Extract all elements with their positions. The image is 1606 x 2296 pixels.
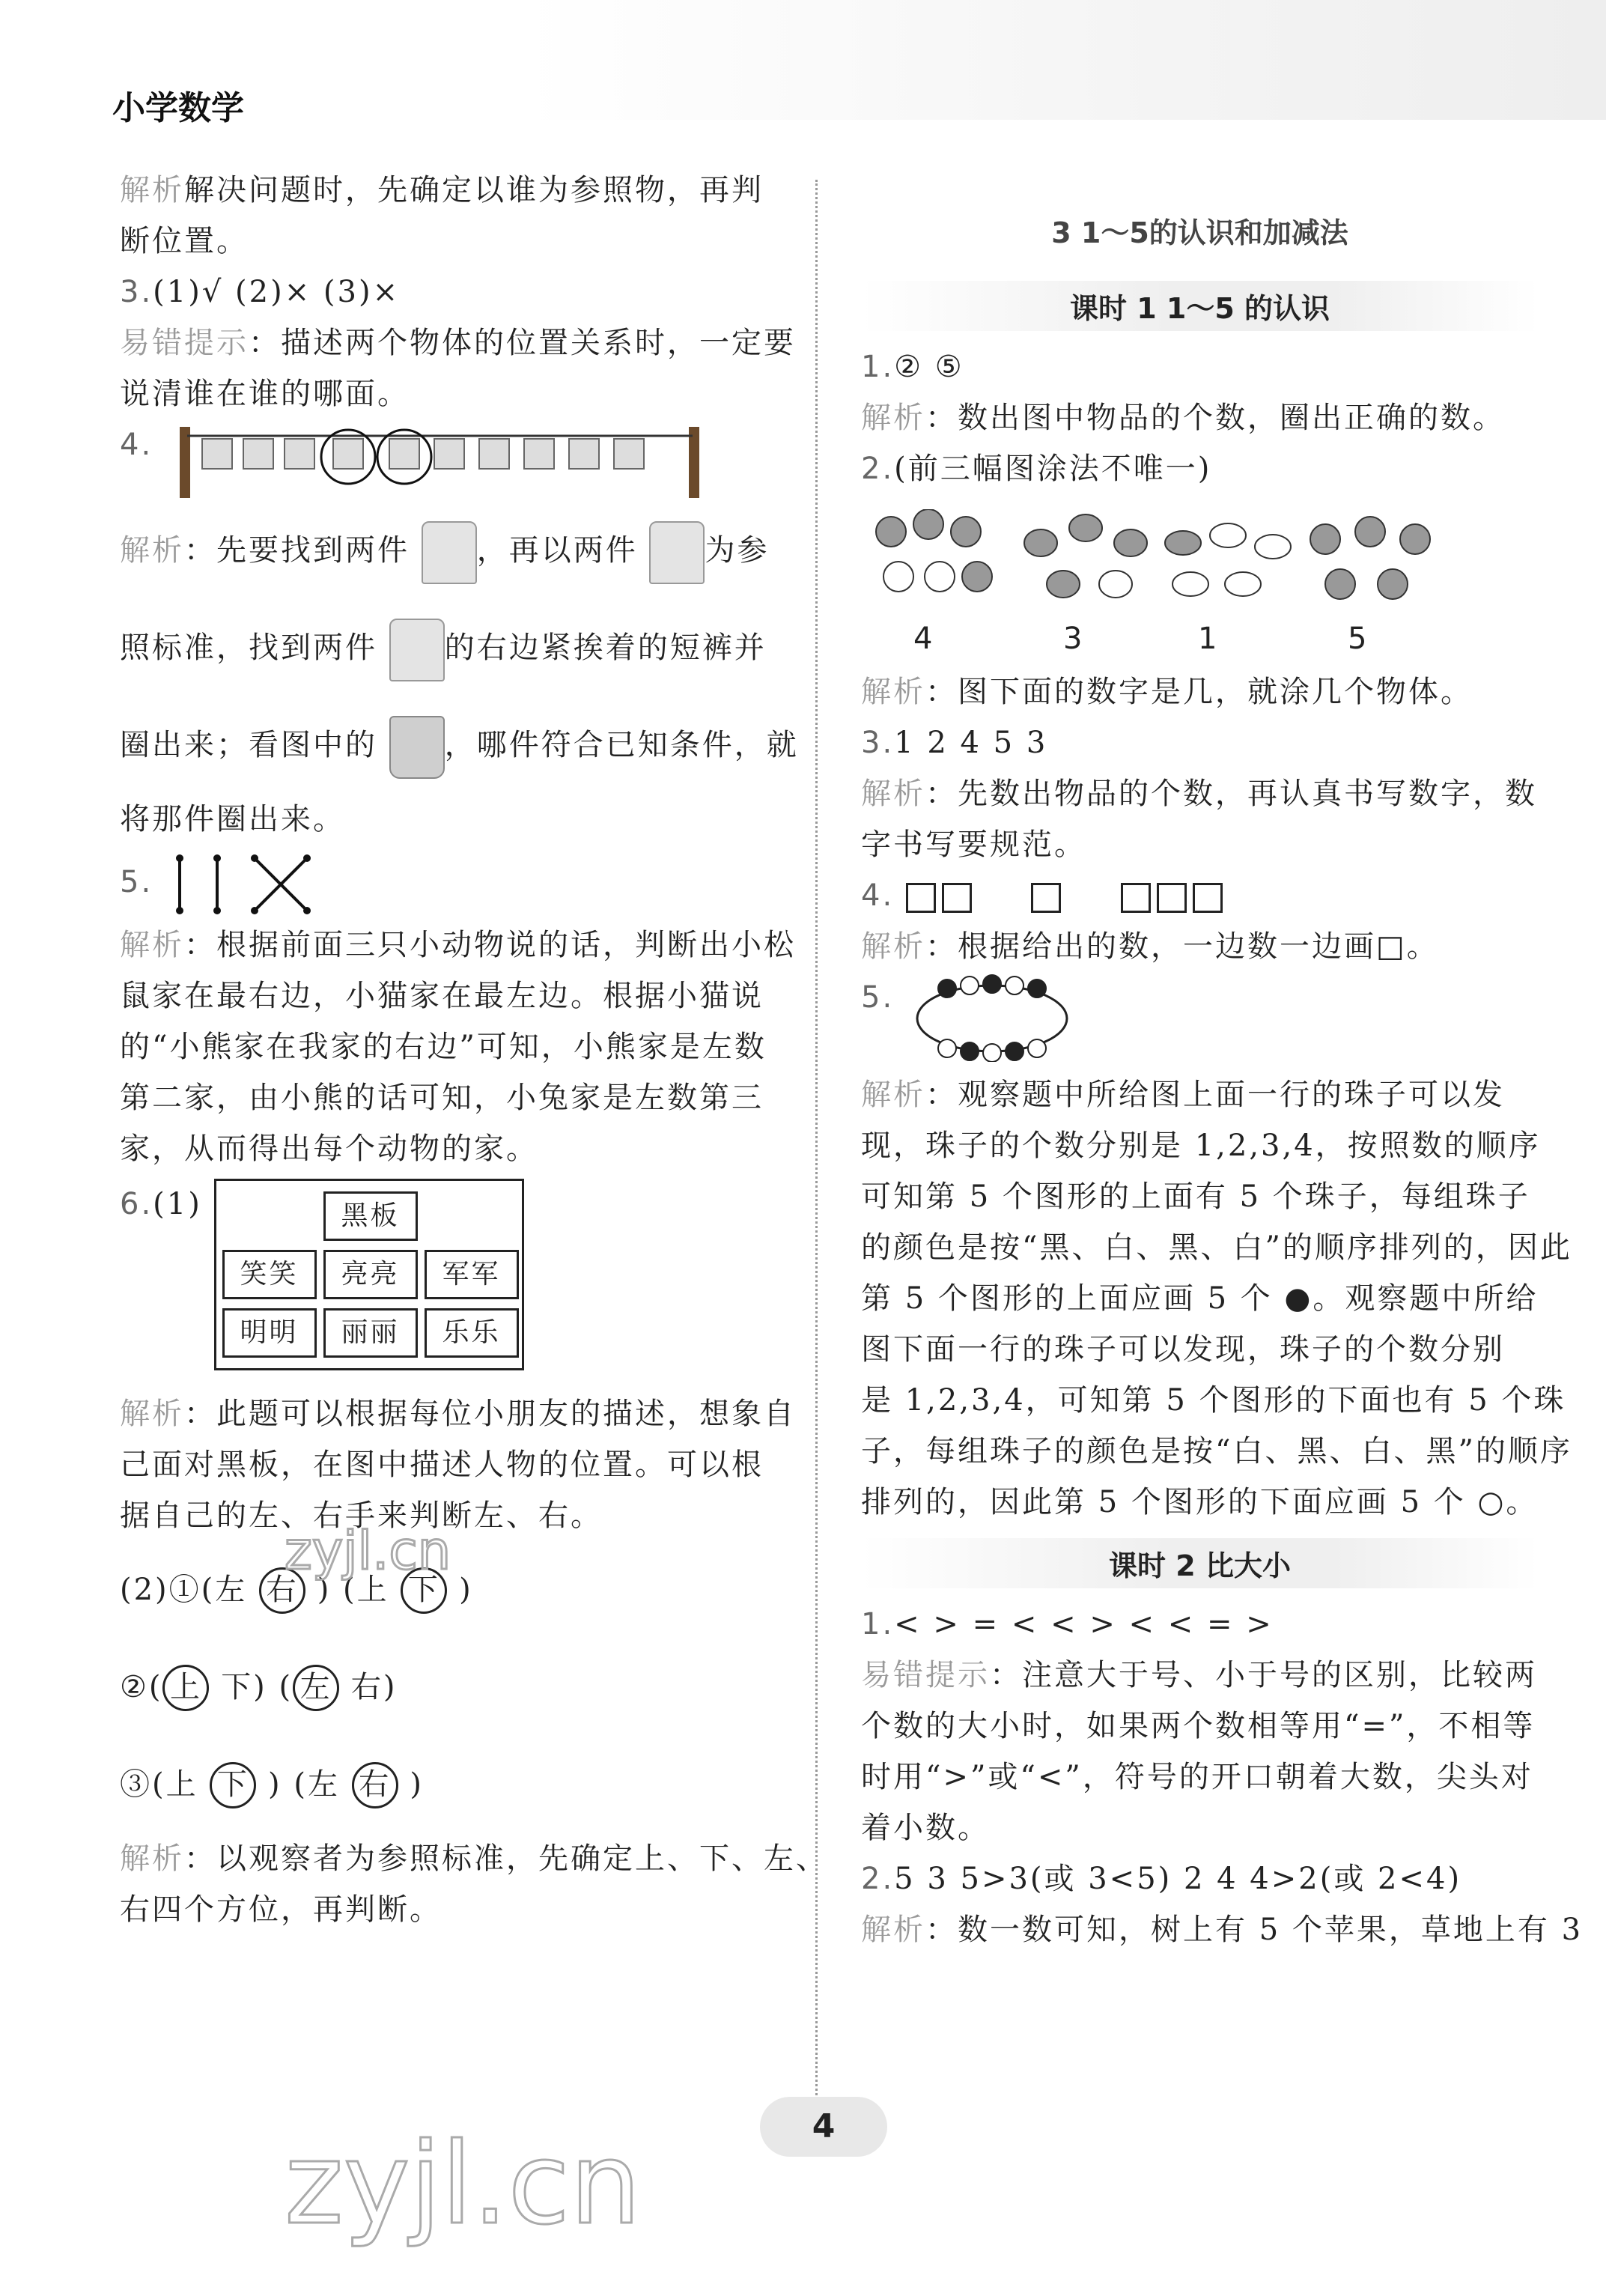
text-line: 解析：先数出物品的个数，再认真书写数字，数 bbox=[861, 777, 1537, 811]
circled-answer: 右 bbox=[259, 1567, 305, 1614]
text-line: 断位置。 bbox=[120, 224, 249, 258]
r-answer-5: 5. bbox=[861, 972, 1539, 1069]
tip-line: 个数的大小时，如果两个数相等用“=”，不相等 bbox=[861, 1709, 1536, 1743]
analysis-4: 圈出来；看图中的 ，哪件符合已知条件，就 bbox=[120, 696, 797, 794]
count-label: 1 bbox=[1198, 622, 1217, 656]
left-column bbox=[120, 165, 828, 1935]
blackboard-cell: 黑板 bbox=[323, 1191, 418, 1241]
flowers-group bbox=[876, 509, 992, 592]
c-answer-1: 1.< > = < < > < < = > bbox=[861, 1607, 1274, 1641]
square-mark bbox=[942, 883, 972, 913]
count-label: 3 bbox=[1063, 622, 1083, 656]
text-line: 右四个方位，再判断。 bbox=[120, 1892, 442, 1927]
dress-icon bbox=[649, 521, 705, 584]
text-line: 字书写要规范。 bbox=[861, 827, 1086, 862]
text-line: 家，从而得出每个动物的家。 bbox=[120, 1132, 538, 1166]
text-line: 第二家，由小熊的话可知，小兔家是左数第三 bbox=[120, 1081, 764, 1115]
answer-3: 3.(1)√ (2)× (3)× bbox=[120, 275, 401, 309]
text-line: 解析：观察题中所给图上面一行的珠子可以发 bbox=[861, 1078, 1505, 1112]
square-mark bbox=[1193, 883, 1223, 913]
answer-6-2: (2)①(左 右 ) (上 下 ) bbox=[120, 1541, 797, 1639]
clothesline-figure bbox=[172, 419, 711, 502]
dress-icon bbox=[422, 521, 477, 584]
count-labels bbox=[861, 614, 1539, 666]
answer-5: 5. bbox=[120, 845, 797, 920]
lesson-title: 课时 1 1～5 的认识 bbox=[861, 281, 1539, 331]
page-header: 小学数学 bbox=[112, 89, 244, 127]
r-answer-2: 2.(前三幅图涂法不唯一) bbox=[861, 452, 1212, 486]
apples-group bbox=[1310, 517, 1430, 599]
circled-answer: 上 bbox=[162, 1665, 209, 1711]
counting-figure bbox=[869, 509, 1438, 614]
text-line: 解析：根据前面三只小动物说的话，判断出小松 bbox=[120, 928, 796, 962]
text-line: 己面对黑板，在图中描述人物的位置。可以根 bbox=[120, 1448, 764, 1482]
count-label: 4 bbox=[913, 622, 933, 656]
circled-answer: 右 bbox=[352, 1762, 398, 1808]
seat-cell: 笑笑 bbox=[222, 1250, 317, 1299]
analysis-4: 照标准，找到两件 的右边紧挨着的短裤并 bbox=[120, 599, 797, 696]
tip-line: 时用“>”或“<”，符号的开口朝着大数，尖头对 bbox=[861, 1760, 1533, 1794]
answer-6-2: ③(上 下 ) (左 右 ) bbox=[120, 1736, 797, 1833]
text-line: 是 1,2,3,4，可知第 5 个图形的下面也有 5 个珠 bbox=[861, 1383, 1566, 1418]
text-line: 第 5 个图形的上面应画 5 个 ●。观察题中所给 bbox=[861, 1281, 1539, 1316]
tip-line: 着小数。 bbox=[861, 1811, 990, 1845]
text-line: 的“小熊家在我家的右边”可知，小熊家是左数 bbox=[120, 1030, 767, 1064]
seat-cell: 军军 bbox=[425, 1250, 519, 1299]
text-line: 解析：以观察者为参照标准，先确定上、下、左、 bbox=[120, 1841, 828, 1876]
text-line: 子，每组珠子的颜色是按“白、黑、白、黑”的顺序 bbox=[861, 1434, 1572, 1469]
tip-line: 说清谁在谁的哪面。 bbox=[120, 377, 410, 411]
seat-cell: 明明 bbox=[222, 1308, 317, 1358]
section-title: 3 1～5的认识和加减法 bbox=[1051, 216, 1348, 249]
answer-6: 6.(1) 黑板 笑笑 亮亮 军军 明明 丽丽 乐乐 bbox=[120, 1179, 797, 1388]
circled-answer: 左 bbox=[293, 1665, 339, 1711]
r-answer-4: 4. bbox=[861, 870, 1539, 921]
answer-6-2: ②( 上 下) ( 左 右) bbox=[120, 1639, 797, 1736]
text-line: 排列的，因此第 5 个图形的下面应画 5 个 ○。 bbox=[861, 1485, 1539, 1519]
text-line: 据自己的左、右手来判断左、右。 bbox=[120, 1498, 603, 1533]
seat-cell: 乐乐 bbox=[425, 1308, 519, 1358]
text-line: 解析：数出图中物品的个数，圈出正确的数。 bbox=[861, 401, 1505, 435]
circled-answer: 下 bbox=[210, 1762, 256, 1808]
text-line: 解析解决问题时，先确定以谁为参照物，再判 bbox=[120, 173, 764, 207]
text-line: 解析：数一数可知，树上有 5 个苹果，草地上有 3 bbox=[861, 1913, 1584, 1947]
square-mark bbox=[1157, 883, 1187, 913]
r-answer-3: 3.1 2 4 5 3 bbox=[861, 726, 1048, 760]
right-column bbox=[861, 165, 1584, 1955]
text-line: 的颜色是按“黑、白、黑、白”的顺序排列的，因此 bbox=[861, 1230, 1572, 1265]
lanterns-group bbox=[1024, 514, 1147, 598]
text-line: 解析：根据给出的数，一边数一边画□。 bbox=[861, 929, 1439, 964]
line-match-figure bbox=[165, 851, 329, 918]
text-line: 现，珠子的个数分别是 1,2,3,4，按照数的顺序 bbox=[861, 1129, 1541, 1163]
column-divider bbox=[815, 180, 818, 2127]
seat-cell: 丽丽 bbox=[323, 1308, 418, 1358]
square-mark bbox=[1121, 883, 1151, 913]
text-line: 鼠家在最右边，小猫家在最左边。根据小猫说 bbox=[120, 979, 764, 1013]
bead-ring-figure bbox=[906, 972, 1078, 1062]
circled-answer: 下 bbox=[401, 1567, 447, 1614]
square-mark bbox=[1031, 883, 1061, 913]
watermark: zyjl.cn bbox=[285, 2119, 642, 2250]
text-line: 解析：图下面的数字是几，就涂几个物体。 bbox=[861, 675, 1473, 709]
strawberries-group bbox=[1165, 523, 1291, 596]
header-band bbox=[524, 0, 1606, 120]
skirt-icon bbox=[389, 716, 445, 779]
c-answer-2: 2.5 3 5>3(或 3<5) 2 4 4>2(或 2<4) bbox=[861, 1862, 1462, 1896]
seating-chart bbox=[214, 1179, 524, 1370]
text-line: 解析：此题可以根据每位小朋友的描述，想象自 bbox=[120, 1397, 796, 1431]
tip-line: 易错提示：描述两个物体的位置关系时，一定要 bbox=[120, 326, 796, 360]
seat-cell: 亮亮 bbox=[323, 1250, 418, 1299]
text-line: 可知第 5 个图形的上面有 5 个珠子，每组珠子 bbox=[861, 1179, 1530, 1214]
square-mark bbox=[906, 883, 936, 913]
answer-4: 4. bbox=[120, 419, 797, 502]
page-number: 4 bbox=[760, 2097, 887, 2157]
watermark: zyjl.cn bbox=[285, 1520, 451, 1582]
tip-line: 易错提示：注意大于号、小于号的区别，比较两 bbox=[861, 1658, 1537, 1692]
text-line: 将那件圈出来。 bbox=[120, 802, 345, 836]
analysis-4: 解析：先要找到两件 ，再以两件 为参 bbox=[120, 502, 797, 599]
count-label: 5 bbox=[1348, 622, 1367, 656]
dress-icon bbox=[389, 619, 445, 681]
text-line: 图下面一行的珠子可以发现，珠子的个数分别 bbox=[861, 1332, 1505, 1367]
r-answer-1: 1.② ⑤ bbox=[861, 350, 964, 384]
lesson-title: 课时 2 比大小 bbox=[861, 1538, 1539, 1588]
